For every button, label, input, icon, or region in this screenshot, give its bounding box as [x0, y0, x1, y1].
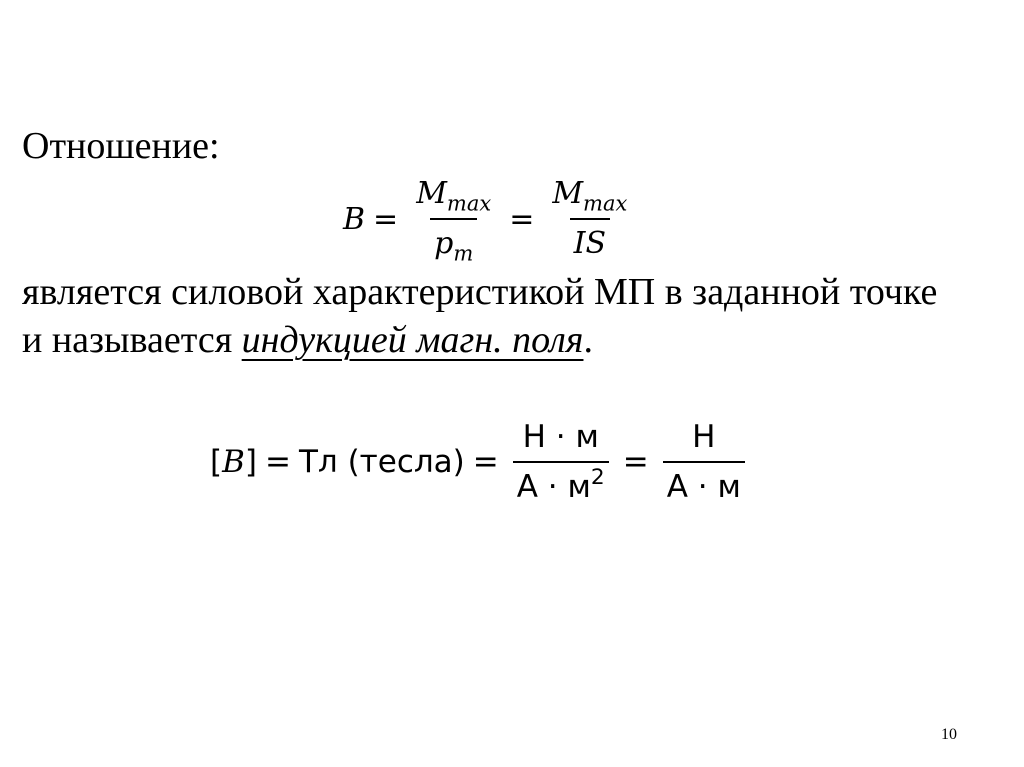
induction-symbol: B: [222, 444, 245, 480]
definition-line-2: [22, 316, 1012, 364]
torque-subscript: max: [583, 191, 628, 216]
induction-symbol: B: [343, 201, 366, 237]
unit-formula: [210, 410, 751, 514]
fraction-numerator: Н: [692, 419, 716, 455]
definition-line-1: является силовой характеристикой МП в заданной точке: [22, 271, 938, 313]
fraction-torque-over-is: [548, 174, 631, 264]
equals-sign: =: [622, 444, 649, 480]
denominator-exponent: 2: [590, 464, 605, 490]
torque-symbol: M: [552, 176, 584, 211]
fraction-numerator: [548, 174, 631, 218]
moment-symbol: p: [434, 226, 454, 261]
torque-subscript: max: [446, 191, 492, 216]
bracket-close: ]: [244, 444, 257, 480]
fraction-numerator: Н · м: [522, 419, 599, 455]
fraction-denominator: [513, 461, 609, 507]
fraction-unit-1: [513, 417, 609, 507]
denominator-base: А · м: [516, 469, 591, 505]
definition-text: [22, 268, 1012, 364]
torque-symbol: M: [416, 176, 447, 211]
fraction-torque-over-moment: [412, 174, 495, 264]
fraction-denominator: А · м: [663, 461, 745, 507]
equals-sign: =: [509, 201, 535, 237]
fraction-denominator: [430, 218, 477, 264]
definition-prefix: и называется: [22, 319, 242, 361]
fraction-denominator: IS: [570, 218, 610, 264]
equals-sign: =: [265, 444, 291, 480]
bracket-open: [: [210, 444, 223, 480]
fraction-numerator: [412, 174, 495, 218]
equals-sign: =: [472, 444, 499, 480]
induction-formula: [343, 168, 637, 270]
definition-suffix: .: [583, 319, 593, 361]
equals-sign: =: [373, 201, 399, 237]
moment-subscript: m: [453, 241, 474, 266]
fraction-unit-2: [663, 417, 745, 507]
unit-name: Тл (тесла): [298, 444, 465, 480]
page-number: 10: [941, 726, 957, 743]
term-magnetic-induction: индукцией магн. поля: [241, 319, 584, 361]
intro-label: Отношение:: [22, 125, 220, 167]
